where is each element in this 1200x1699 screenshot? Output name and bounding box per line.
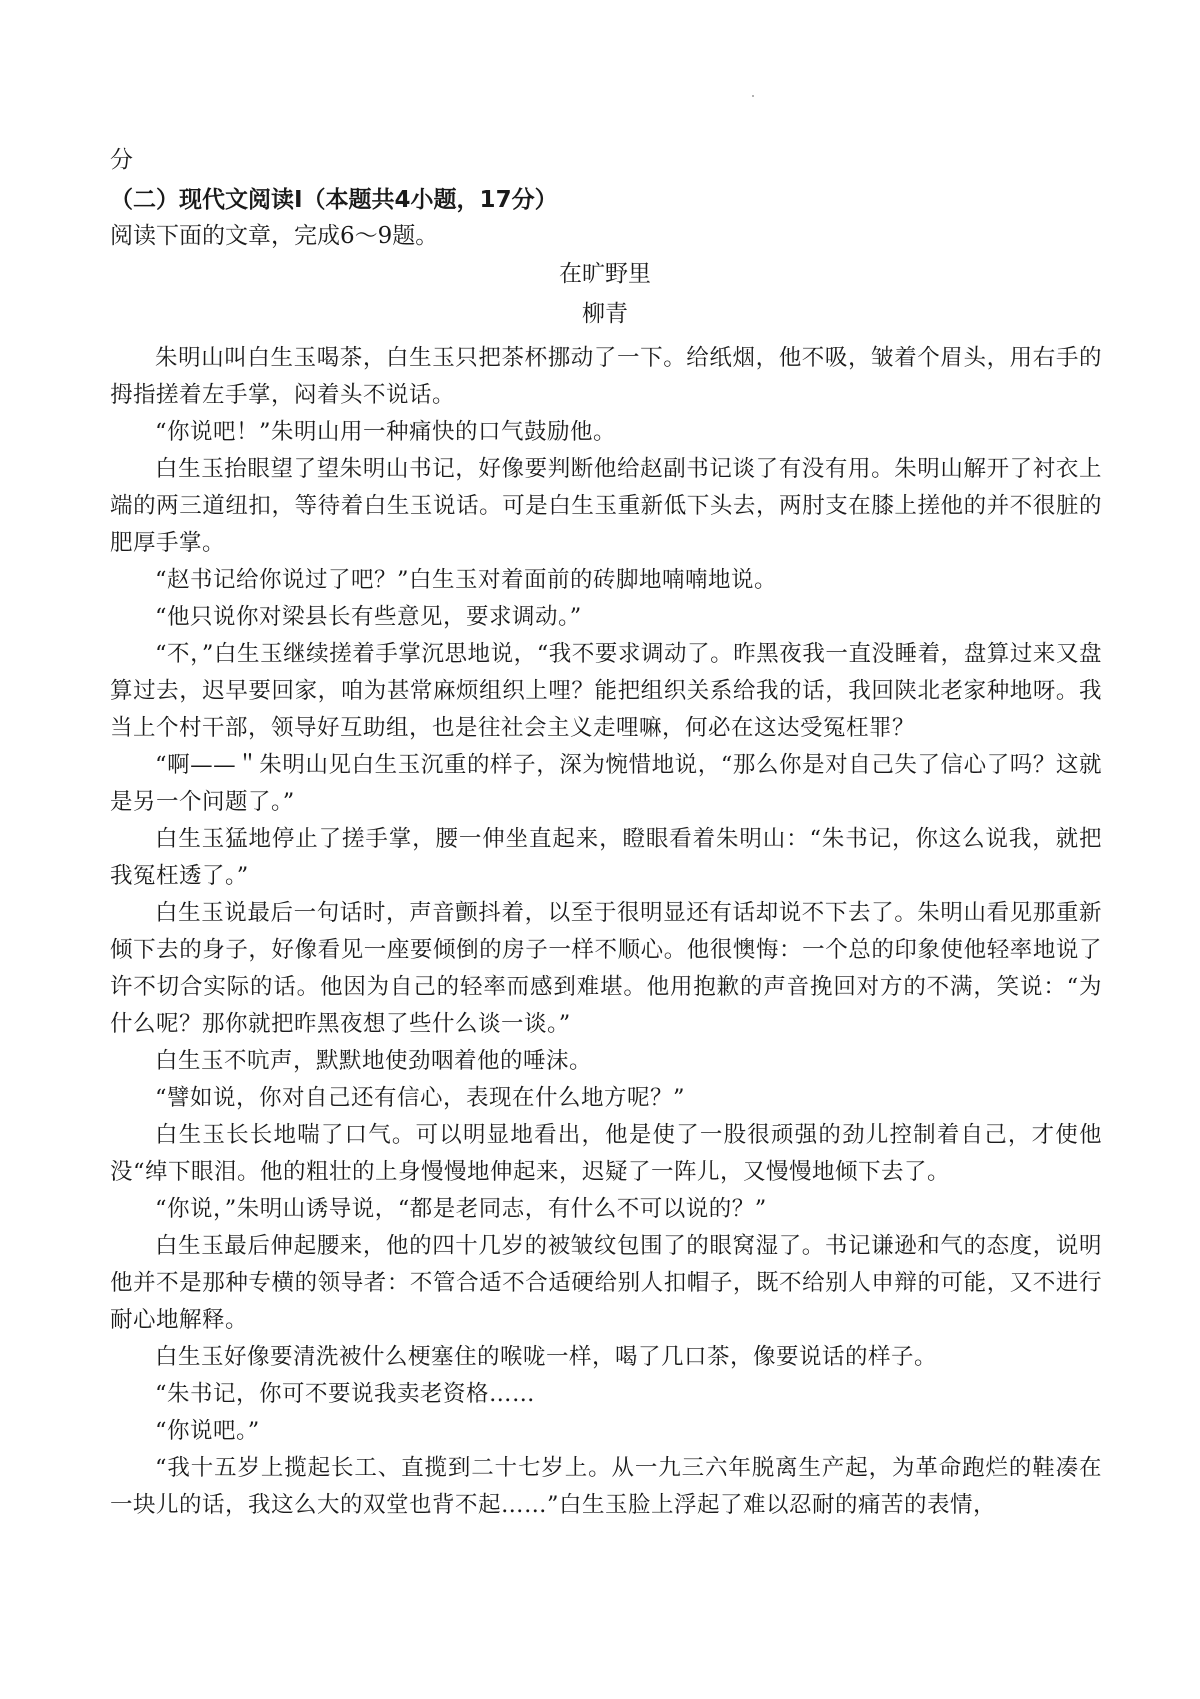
article-author: 柳青 bbox=[582, 301, 628, 327]
paragraph: “朱书记，你可不要说我卖老资格…… bbox=[155, 1381, 536, 1407]
paragraph: “你说吧！”朱明山用一种痛快的口气鼓励他。 bbox=[155, 419, 617, 445]
paragraph: 白生玉抬眼望了望朱明山书记，好像要判断他给赵副书记谈了有没有用。朱明山解开了衬衣上端的两三道纽扣，等待着白生玉说话。可是白生玉重新低下头去，两肘支在膝上搓他的并不很脏的肥厚手掌。 bbox=[110, 456, 1102, 556]
paragraph: “你说，”朱明山诱导说，“都是老同志，有什么不可以说的？” bbox=[155, 1196, 767, 1222]
paragraph: “他只说你对梁县长有些意见，要求调动。” bbox=[155, 604, 582, 630]
article-title: 在旷野里 bbox=[559, 261, 651, 287]
paragraph: “啊——＂朱明山见白生玉沉重的样子，深为惋惜地说，“那么你是对自己失了信心了吗？这就是另一个问题了。” bbox=[110, 752, 1102, 815]
paragraph: “赵书记给你说过了吧？”白生玉对着面前的砖脚地喃喃地说。 bbox=[155, 567, 778, 593]
paragraph: 白生玉说最后一句话时，声音颤抖着，以至于很明显还有话却说不下去了。朱明山看见那重新倾下去的身子，好像看见一座要倾倒的房子一样不顺心。他很懊悔：一个总的印象使他轻率地说了许不切合实际的话。他因为自己的轻率而感到难堪。他用抱歉的声音挽回对方的不满，笑说：“为什么呢？那你就把昨黑夜想了些什么谈一谈。” bbox=[110, 900, 1102, 1037]
paragraph: 白生玉最后伸起腰来，他的四十几岁的被皱纹包围了的眼窝湿了。书记谦逊和气的态度，说明他并不是那种专横的领导者：不管合适不合适硬给别人扣帽子，既不给别人申辩的可能，又不进行耐心地解释。 bbox=[110, 1233, 1102, 1333]
score-fragment: 分 bbox=[110, 147, 133, 173]
paragraph: “不，”白生玉继续搓着手掌沉思地说，“我不要求调动了。昨黑夜我一直没睡着，盘算过来又盘算过去，迟早要回家，咱为甚常麻烦组织上哩？能把组织关系给我的话，我回陕北老家种地呀。我当上个村干部，领导好互助组，也是往社会主义走哩嘛，何必在这达受冤枉罪？ bbox=[110, 641, 1102, 741]
article-body bbox=[110, 340, 1102, 1524]
paragraph: 白生玉长长地喘了口气。可以明显地看出，他是使了一股很顽强的劲儿控制着自己，才使他没“绰下眼泪。他的粗壮的上身慢慢地伸起来，迟疑了一阵儿，又慢慢地倾下去了。 bbox=[110, 1122, 1102, 1185]
paragraph: “譬如说，你对自己还有信心，表现在什么地方呢？” bbox=[155, 1085, 686, 1111]
paragraph: 白生玉猛地停止了搓手掌，腰一伸坐直起来，瞪眼看着朱明山：“朱书记，你这么说我，就把我冤枉透了。” bbox=[110, 826, 1102, 889]
paragraph: 朱明山叫白生玉喝茶，白生玉只把茶杯挪动了一下。给纸烟，他不吸，皱着个眉头，用右手的拇指搓着左手掌，闷着头不说话。 bbox=[110, 345, 1102, 408]
paragraph: 白生玉好像要清洗被什么梗塞住的喉咙一样，喝了几口茶，像要说话的样子。 bbox=[155, 1344, 938, 1370]
paragraph: “我十五岁上揽起长工、直揽到二十七岁上。从一九三六年脱离生产起，为革命跑烂的鞋凑在一块儿的话，我这么大的双堂也背不起……”白生玉脸上浮起了难以忍耐的痛苦的表情， bbox=[110, 1455, 1102, 1518]
paragraph: “你说吧。” bbox=[155, 1418, 260, 1444]
reading-instruction: 阅读下面的文章，完成6～9题。 bbox=[110, 223, 439, 249]
section-heading: （二）现代文阅读Ⅰ（本题共4小题，17分） bbox=[110, 187, 558, 213]
paragraph: 白生玉不吭声，默默地使劲咽着他的唾沫。 bbox=[155, 1048, 593, 1074]
